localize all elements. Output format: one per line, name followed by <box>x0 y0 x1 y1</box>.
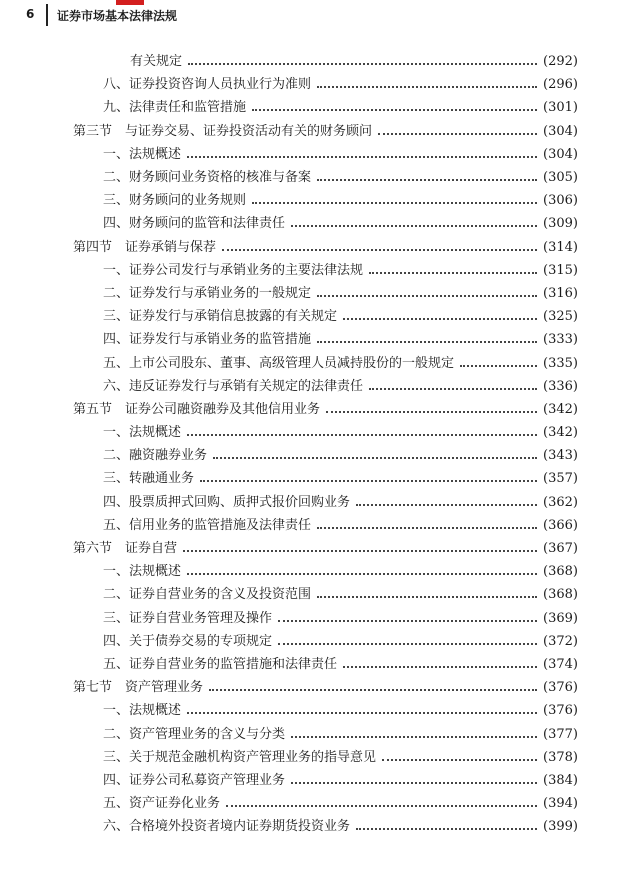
toc-entry-page: (304) <box>543 146 578 162</box>
dot-leader <box>378 132 537 135</box>
toc-entry-title: 有关规定 <box>130 54 183 70</box>
dot-leader <box>252 201 537 204</box>
dot-leader <box>291 735 537 738</box>
toc-entry-page: (368) <box>543 564 578 580</box>
dot-leader <box>200 479 537 482</box>
toc-entry-title: 第七节 资产管理业务 <box>73 680 204 696</box>
toc-entry-title: 六、合格境外投资者境内证券期货投资业务 <box>103 819 351 835</box>
dot-leader <box>317 85 537 88</box>
toc-entry-title: 五、上市公司股东、董事、高级管理人员减持股份的一般规定 <box>103 355 455 371</box>
toc-entry-title: 四、股票质押式回购、质押式报价回购业务 <box>103 494 351 510</box>
toc-entry-title: 九、法律责任和监管措施 <box>103 100 247 116</box>
dot-leader <box>382 758 537 761</box>
toc-entry-title: 二、证券发行与承销业务的一般规定 <box>103 285 312 301</box>
toc-entry-page: (399) <box>543 819 578 835</box>
toc-entry-page: (343) <box>543 448 578 464</box>
toc-entry-title: 一、法规概述 <box>103 425 182 441</box>
dot-leader <box>187 572 537 575</box>
toc-entry[interactable] <box>0 607 626 630</box>
toc-entry-title: 二、证券自营业务的含义及投资范围 <box>103 587 312 603</box>
dot-leader <box>343 317 537 320</box>
dot-leader <box>326 410 537 413</box>
toc-entry-page: (336) <box>543 378 578 394</box>
toc-entry[interactable] <box>0 467 626 490</box>
toc-entry-page: (362) <box>543 494 578 510</box>
toc-entry[interactable] <box>0 746 626 769</box>
toc-entry-page: (372) <box>543 633 578 649</box>
toc-entry-page: (342) <box>543 425 578 441</box>
header-divider <box>46 4 48 26</box>
toc-entry[interactable] <box>0 143 626 166</box>
toc-entry-page: (369) <box>543 610 578 626</box>
toc-entry-page: (333) <box>543 332 578 348</box>
toc-entry[interactable] <box>0 166 626 189</box>
book-title: 证券市场基本法律法规 <box>57 9 178 23</box>
dot-leader <box>187 433 537 436</box>
toc-entry-page: (374) <box>543 656 578 672</box>
toc-entry[interactable] <box>0 96 626 119</box>
toc-entry-title: 三、转融通业务 <box>103 471 195 487</box>
toc-entry-title: 第三节 与证券交易、证券投资活动有关的财务顾问 <box>73 123 373 139</box>
dot-leader <box>187 711 537 714</box>
toc-section-entry[interactable] <box>0 676 626 699</box>
toc-entry-page: (309) <box>543 216 578 232</box>
dot-leader <box>356 503 537 506</box>
toc-entry[interactable] <box>0 351 626 374</box>
toc-entry-title: 四、证券发行与承销业务的监管措施 <box>103 332 312 348</box>
toc-entry[interactable] <box>0 212 626 235</box>
toc-entry-page: (301) <box>543 100 578 116</box>
toc-entry[interactable] <box>0 792 626 815</box>
toc-entry[interactable] <box>0 421 626 444</box>
dot-leader <box>317 526 537 529</box>
toc-entry-page: (377) <box>543 726 578 742</box>
toc-entry-title: 六、违反证券发行与承销有关规定的法律责任 <box>103 378 364 394</box>
toc-entry-title: 三、证券自营业务管理及操作 <box>103 610 273 626</box>
toc-entry[interactable] <box>0 653 626 676</box>
toc-entry-page: (314) <box>543 239 578 255</box>
toc-entry-title: 一、证券公司发行与承销业务的主要法律法规 <box>103 262 364 278</box>
toc-entry-title: 三、关于规范金融机构资产管理业务的指导意见 <box>103 749 377 765</box>
toc-entry[interactable] <box>0 305 626 328</box>
toc-entry-title: 二、财务顾问业务资格的核准与备案 <box>103 170 312 186</box>
toc-entry-title: 八、证券投资咨询人员执业行为准则 <box>103 77 312 93</box>
toc-entry-page: (368) <box>543 587 578 603</box>
dot-leader <box>317 595 537 598</box>
toc-entry[interactable] <box>0 491 626 514</box>
dot-leader <box>278 619 537 622</box>
running-header <box>0 4 626 28</box>
toc-entry-title: 第六节 证券自营 <box>73 541 178 557</box>
toc-entry[interactable] <box>0 769 626 792</box>
toc-entry[interactable] <box>0 50 626 73</box>
toc-entry-page: (304) <box>543 123 578 139</box>
toc-entry[interactable] <box>0 328 626 351</box>
toc-section-entry[interactable] <box>0 537 626 560</box>
toc-entry-page: (342) <box>543 401 578 417</box>
toc-entry-title: 一、法规概述 <box>103 703 182 719</box>
dot-leader <box>369 271 537 274</box>
dot-leader <box>278 642 537 645</box>
toc-entry[interactable] <box>0 815 626 838</box>
dot-leader <box>183 549 537 552</box>
toc-entry[interactable] <box>0 73 626 96</box>
toc-entry[interactable] <box>0 560 626 583</box>
toc-entry-title: 第四节 证券承销与保荐 <box>73 239 217 255</box>
toc-entry-page: (305) <box>543 170 578 186</box>
toc-entry[interactable] <box>0 699 626 722</box>
toc-entry[interactable] <box>0 259 626 282</box>
toc-section-entry[interactable] <box>0 398 626 421</box>
toc-entry-page: (357) <box>543 471 578 487</box>
toc-entry-title: 一、法规概述 <box>103 564 182 580</box>
toc-entry-title: 三、财务顾问的业务规则 <box>103 193 247 209</box>
toc-entry-page: (366) <box>543 517 578 533</box>
toc-entry[interactable] <box>0 583 626 606</box>
toc-entry-page: (325) <box>543 309 578 325</box>
toc-entry-page: (335) <box>543 355 578 371</box>
dot-leader <box>188 62 537 65</box>
toc-entry[interactable] <box>0 375 626 398</box>
dot-leader <box>317 340 537 343</box>
toc-entry[interactable] <box>0 722 626 745</box>
dot-leader <box>187 155 537 158</box>
page-number: 6 <box>26 7 35 21</box>
dot-leader <box>356 827 537 830</box>
toc-entry[interactable] <box>0 514 626 537</box>
toc-entry[interactable] <box>0 282 626 305</box>
dot-leader <box>252 108 537 111</box>
toc-entry-title: 四、关于债券交易的专项规定 <box>103 633 273 649</box>
dot-leader <box>317 178 537 181</box>
dot-leader <box>291 224 537 227</box>
toc-entry-title: 五、信用业务的监管措施及法律责任 <box>103 517 312 533</box>
toc-entry-title: 五、资产证券化业务 <box>103 796 221 812</box>
toc-entry[interactable] <box>0 189 626 212</box>
toc-entry-page: (367) <box>543 541 578 557</box>
toc-entry-title: 第五节 证券公司融资融券及其他信用业务 <box>73 401 321 417</box>
toc-entry-page: (316) <box>543 285 578 301</box>
toc-section-entry[interactable] <box>0 120 626 143</box>
toc-entry-page: (296) <box>543 77 578 93</box>
dot-leader <box>460 364 537 367</box>
dot-leader <box>369 387 537 390</box>
toc-entry-title: 四、证券公司私募资产管理业务 <box>103 772 286 788</box>
toc-entry[interactable] <box>0 630 626 653</box>
dot-leader <box>209 688 537 691</box>
dot-leader <box>291 781 537 784</box>
toc-entry-page: (292) <box>543 54 578 70</box>
toc-entry-page: (384) <box>543 772 578 788</box>
toc-entry-page: (376) <box>543 680 578 696</box>
toc-entry-title: 二、资产管理业务的含义与分类 <box>103 726 286 742</box>
toc-entry-page: (378) <box>543 749 578 765</box>
toc-entry-title: 四、财务顾问的监管和法律责任 <box>103 216 286 232</box>
toc-entry-title: 五、证券自营业务的监管措施和法律责任 <box>103 656 338 672</box>
dot-leader <box>222 248 537 251</box>
toc-section-entry[interactable] <box>0 236 626 259</box>
dot-leader <box>213 456 537 459</box>
toc-entry-title: 三、证券发行与承销信息披露的有关规定 <box>103 309 338 325</box>
toc-entry-page: (306) <box>543 193 578 209</box>
toc-entry-page: (394) <box>543 796 578 812</box>
toc-entry-title: 二、融资融券业务 <box>103 448 208 464</box>
table-of-contents <box>0 50 626 838</box>
dot-leader <box>226 804 537 807</box>
toc-entry-page: (315) <box>543 262 578 278</box>
dot-leader <box>343 665 537 668</box>
toc-entry[interactable] <box>0 444 626 467</box>
toc-entry-page: (376) <box>543 703 578 719</box>
toc-entry-title: 一、法规概述 <box>103 146 182 162</box>
dot-leader <box>317 294 537 297</box>
